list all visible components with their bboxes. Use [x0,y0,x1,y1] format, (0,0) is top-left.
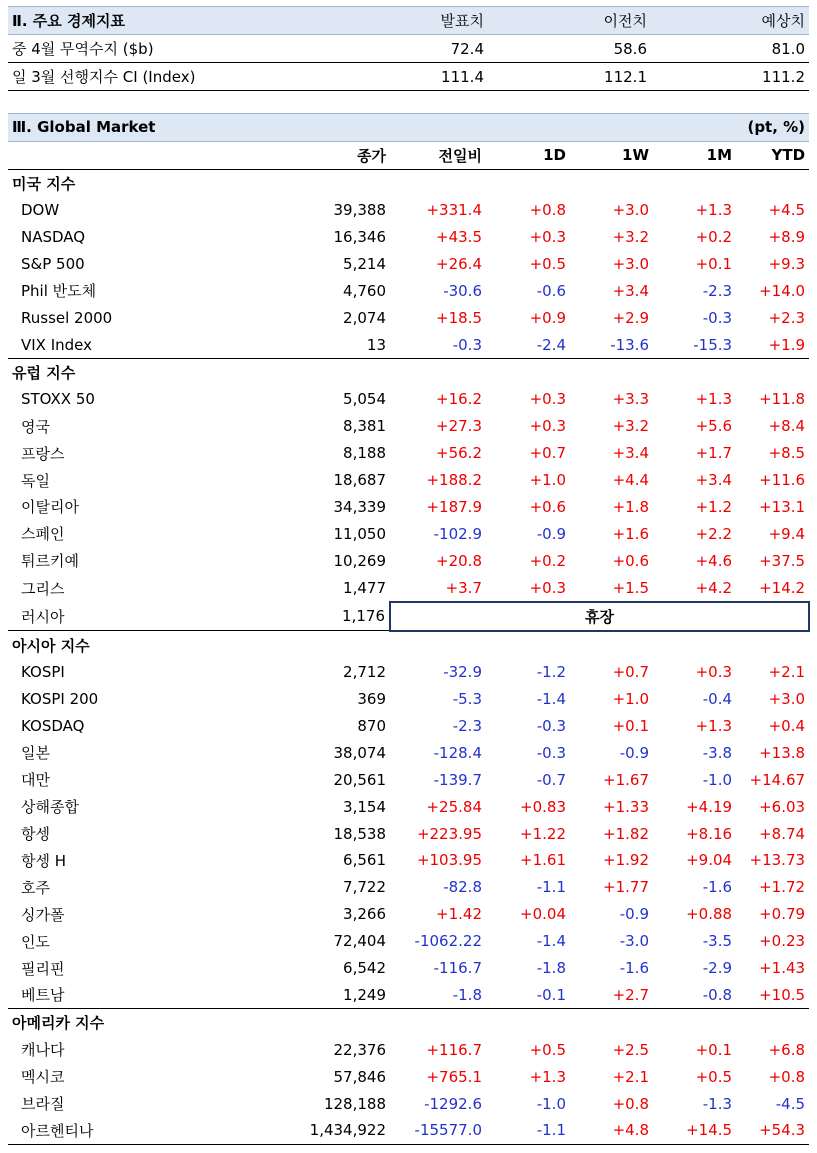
change-value: +1.9 [736,331,809,358]
close-value: 6,561 [343,851,386,870]
change-value: +3.2 [612,417,649,436]
change-value: -1.8 [536,959,566,978]
change-value: +0.88 [686,905,733,924]
change-value: -102.9 [433,524,482,543]
index-name: 러시아 [8,602,300,631]
group-header-row [8,169,809,196]
close-value: 57,846 [333,1067,386,1086]
change-value: -0.4 [702,690,733,709]
market-row [8,901,809,928]
close-value: 3,266 [343,905,386,924]
market-row [8,467,809,494]
index-name: 프랑스 [21,444,65,463]
change-value: -116.7 [433,959,482,978]
change-value: -2.4 [486,331,570,358]
change-value: -0.3 [536,743,566,762]
market-row [8,547,809,574]
change-value: +3.3 [612,390,649,409]
change-value: -0.9 [619,743,649,762]
market-row [8,874,809,901]
change-value: +4.6 [695,551,733,570]
market-row [8,1117,809,1144]
market-row [8,686,809,713]
group-title: 유럽 지수 [12,363,76,382]
change-value: -1062.22 [414,932,482,951]
change-value: -0.1 [486,982,570,1009]
change-value: +4.19 [686,797,733,816]
change-value: +3.2 [612,228,649,246]
change-value: +3.4 [612,444,649,463]
change-value: +8.4 [768,417,806,436]
close-value: 22,376 [333,1040,386,1059]
close-value: 5,054 [343,390,386,409]
change-value: +3.4 [695,471,733,490]
close-value: 369 [357,690,386,709]
close-value: 8,381 [343,417,386,436]
change-value: +0.3 [529,228,566,246]
change-value: +1.3 [529,1067,566,1086]
change-value: +1.3 [695,201,733,220]
market-closed-label: 휴장 [390,602,809,631]
change-value: -0.8 [653,982,736,1009]
close-value: 1,249 [300,982,390,1009]
index-name: 인도 [21,932,50,951]
market-header-row [8,114,809,142]
change-value: +10.5 [736,982,809,1009]
close-value: 38,074 [333,743,386,762]
indicator-value: 111.2 [651,63,809,91]
change-value: +8.16 [686,824,733,843]
index-name: 튀르키예 [21,552,79,571]
change-value: +43.5 [436,228,482,246]
index-name: STOXX 50 [21,390,95,409]
col-announced: 발표치 [313,7,488,35]
close-value: 18,687 [333,471,386,490]
market-row [8,250,809,277]
change-value: +56.2 [436,444,482,463]
market-row [8,1090,809,1117]
indicator-row [8,35,809,63]
col-1m: 1M [653,141,736,169]
change-value: +187.9 [426,497,482,516]
market-row [8,793,809,820]
change-value: -0.6 [536,281,566,300]
group-header-row [8,1009,809,1036]
change-value: +14.67 [749,770,806,789]
change-value: +11.8 [759,390,806,409]
change-value: -1.3 [702,1094,733,1113]
group-header-row [8,359,809,386]
indicators-header-row [8,7,809,35]
close-value: 1,176 [300,602,390,631]
change-value: +54.3 [736,1117,809,1144]
market-row [8,386,809,413]
change-value: -3.0 [619,932,649,951]
change-value: -0.7 [536,770,566,789]
change-value: +4.8 [570,1117,653,1144]
indicator-name: 일 3월 선행지수 CI (Index) [8,63,313,91]
change-value: +0.3 [529,390,566,409]
market-row [8,955,809,982]
market-row [8,820,809,847]
col-expected: 예상치 [651,7,809,35]
change-value: +1.67 [603,770,649,789]
index-name: 브라질 [21,1095,65,1113]
change-value: +3.7 [445,578,482,597]
change-value: +25.84 [426,797,482,816]
change-value: +4.4 [612,471,649,490]
close-value: 870 [357,717,386,736]
market-row [8,440,809,467]
change-value: +1.3 [695,390,733,409]
close-value: 11,050 [333,524,386,543]
change-value: -1.6 [619,959,649,978]
market-row [8,766,809,793]
change-value: -0.3 [390,331,486,358]
market-row [8,520,809,547]
change-value: +223.95 [416,824,482,843]
change-value: +4.5 [768,201,806,220]
change-value: -32.9 [443,663,482,682]
change-value: +2.3 [768,308,806,327]
change-value: +2.1 [768,663,806,682]
index-name: 상해종합 [21,798,79,817]
change-value: +0.23 [759,932,806,951]
change-value: +1.22 [520,824,566,843]
change-value: +0.1 [612,717,649,736]
change-value: +2.5 [612,1040,649,1059]
change-value: +116.7 [426,1040,482,1059]
close-value: 1,434,922 [300,1117,390,1144]
index-name: 싱가폴 [21,905,65,924]
indicator-value: 81.0 [651,35,809,63]
close-value: 6,542 [343,959,386,978]
index-name: NASDAQ [21,228,86,246]
close-value: 7,722 [343,878,386,897]
change-value: +2.2 [695,524,733,543]
market-row [8,982,809,1009]
index-name: 캐나다 [21,1041,65,1060]
change-value: +14.5 [653,1117,736,1144]
change-value: +3.4 [612,281,649,300]
change-value: +2.1 [612,1067,649,1086]
change-value: +14.2 [759,578,806,597]
change-value: -2.3 [702,281,733,300]
change-value: +1.92 [603,851,649,870]
change-value: +2.7 [570,982,653,1009]
change-value: +1.82 [603,824,649,843]
market-row [8,224,809,251]
change-value: +8.9 [768,228,806,246]
change-value: -0.3 [702,308,733,327]
change-value: -4.5 [775,1094,806,1113]
close-value: 3,154 [343,797,386,816]
indicator-name: 중 4월 무역수지 ($b) [8,35,313,63]
index-name: 아르헨티나 [8,1117,300,1144]
change-value: -3.5 [702,932,733,951]
change-value: +0.3 [695,663,733,682]
change-value: +331.4 [426,201,482,220]
change-value: +0.5 [695,1067,733,1086]
change-value: +3.0 [612,201,649,220]
col-change: 전일비 [390,141,486,169]
close-value: 13 [300,331,390,358]
change-value: +11.6 [759,471,806,490]
unit-label: (pt, %) [736,114,809,142]
change-value: -3.8 [702,743,733,762]
market-row [8,493,809,520]
close-value: 16,346 [333,228,386,246]
change-value: -1.2 [536,663,566,682]
change-value: -2.3 [452,717,482,736]
indicator-value: 112.1 [488,63,651,91]
change-value: +1.72 [759,878,806,897]
change-value: +0.3 [529,417,566,436]
change-value: +103.95 [416,851,482,870]
group-header-row [8,631,809,659]
change-value: -5.3 [452,690,482,709]
change-value: -30.6 [443,281,482,300]
close-value: 4,760 [343,281,386,300]
change-value: +0.2 [529,551,566,570]
market-row [8,277,809,304]
change-value: +1.0 [612,690,649,709]
change-value: +3.0 [768,690,806,709]
index-name: 필리핀 [21,959,65,978]
change-value: +6.03 [759,797,806,816]
market-row [8,928,809,955]
change-value: -0.3 [536,717,566,736]
change-value: -1.0 [536,1094,566,1113]
change-value: +4.2 [695,578,733,597]
close-value: 1,477 [343,579,386,598]
change-value: +1.42 [436,905,482,924]
change-value: +1.7 [695,444,733,463]
index-name: 베트남 [8,982,300,1009]
change-value: +0.2 [695,228,733,246]
change-value: +0.6 [529,497,566,516]
market-row [8,713,809,740]
col-1w: 1W [570,141,653,169]
change-value: -82.8 [443,878,482,897]
indicator-row [8,63,809,91]
change-value: +0.5 [529,1040,566,1059]
change-value: +1.61 [520,851,566,870]
change-value: +1.6 [612,524,649,543]
change-value: +6.8 [768,1040,806,1059]
change-value: +1.5 [612,578,649,597]
section-title: Ⅱ. 주요 경제지표 [8,7,313,35]
market-row [8,574,809,602]
change-value: +0.8 [529,201,566,220]
change-value: +1.33 [603,797,649,816]
close-value: 20,561 [333,770,386,789]
column-header-blank [8,141,300,169]
change-value: -15577.0 [390,1117,486,1144]
index-name: 멕시코 [21,1068,65,1087]
group-title: 아시아 지수 [12,636,90,655]
change-value: -1.0 [702,770,733,789]
change-value: -0.9 [536,524,566,543]
market-row [8,197,809,224]
change-value: -1.1 [486,1117,570,1144]
change-value: +0.83 [520,797,566,816]
index-name: 항셍 H [21,851,67,870]
change-value: -1292.6 [424,1094,482,1113]
indicator-value: 72.4 [313,35,488,63]
col-ytd: YTD [736,141,809,169]
index-name: 영국 [21,417,50,436]
market-row [8,659,809,686]
market-row [8,847,809,874]
group-title: 미국 지수 [12,174,76,193]
change-value: +0.4 [768,717,806,736]
index-name: 독일 [21,471,50,490]
change-value: +20.8 [436,551,482,570]
change-value: +13.73 [749,851,806,870]
index-name: Russel 2000 [21,308,113,327]
index-name: KOSPI [21,663,65,682]
close-value: 34,339 [333,497,386,516]
market-row [8,1063,809,1090]
change-value: +0.6 [612,551,649,570]
economic-indicators-table [8,6,809,91]
col-close: 종가 [300,141,390,169]
change-value: +0.1 [695,254,733,273]
change-value: +9.04 [686,851,733,870]
change-value: +37.5 [759,551,806,570]
change-value: +0.1 [695,1040,733,1059]
change-value: -1.4 [536,690,566,709]
close-value: 5,214 [343,254,386,273]
close-value: 2,712 [343,663,386,682]
group-title: 아메리카 지수 [12,1014,105,1033]
index-name: 그리스 [21,579,65,598]
change-value: -15.3 [653,331,736,358]
change-value: +0.8 [768,1067,806,1086]
change-value: +8.74 [759,824,806,843]
index-name: 일본 [21,744,50,763]
index-name: 이탈리아 [21,498,79,517]
index-name: Phil 반도체 [21,282,97,301]
change-value: +16.2 [436,390,482,409]
change-value: +1.8 [612,497,649,516]
change-value: +1.0 [529,471,566,490]
change-value: +188.2 [426,471,482,490]
change-value: +9.3 [768,254,806,273]
change-value: +26.4 [436,254,482,273]
market-row [8,413,809,440]
indicator-value: 111.4 [313,63,488,91]
change-value: -0.9 [619,905,649,924]
change-value: +1.2 [695,497,733,516]
col-1d: 1D [486,141,570,169]
change-value: -1.4 [536,932,566,951]
change-value: +0.79 [759,905,806,924]
close-value: 10,269 [333,551,386,570]
index-name: KOSPI 200 [21,690,99,709]
index-name: 스페인 [21,525,65,544]
change-value: +1.77 [603,878,649,897]
change-value: +0.5 [529,254,566,273]
change-value: +0.3 [529,578,566,597]
change-value: +13.8 [759,743,806,762]
index-name: 호주 [21,878,50,897]
change-value: +3.0 [612,254,649,273]
change-value: +0.8 [612,1094,649,1113]
change-value: +5.6 [695,417,733,436]
change-value: +8.5 [768,444,806,463]
change-value: +2.9 [612,308,649,327]
market-row [8,602,809,631]
change-value: +0.9 [529,308,566,327]
close-value: 128,188 [323,1094,386,1113]
col-previous: 이전치 [488,7,651,35]
change-value: +1.3 [695,717,733,736]
change-value: +27.3 [436,417,482,436]
change-value: -1.6 [702,878,733,897]
market-row [8,304,809,331]
change-value: +1.43 [759,959,806,978]
change-value: +9.4 [768,524,806,543]
change-value: +0.7 [612,663,649,682]
close-value: 2,074 [343,308,386,327]
index-name: VIX Index [8,331,300,358]
index-name: DOW [21,201,60,220]
change-value: +18.5 [436,308,482,327]
change-value: +13.1 [759,497,806,516]
section-title: Ⅲ. Global Market [8,114,736,142]
market-row [8,331,809,358]
index-name: 대만 [21,771,50,790]
close-value: 18,538 [333,824,386,843]
change-value: -1.8 [390,982,486,1009]
close-value: 72,404 [333,932,386,951]
close-value: 39,388 [333,201,386,220]
change-value: -2.9 [702,959,733,978]
index-name: 항셍 [21,825,50,844]
indicator-value: 58.6 [488,35,651,63]
change-value: +14.0 [759,281,806,300]
column-header-row [8,141,809,169]
change-value: +765.1 [426,1067,482,1086]
change-value: -128.4 [433,743,482,762]
close-value: 8,188 [343,444,386,463]
change-value: -13.6 [570,331,653,358]
global-market-table [8,113,810,1145]
change-value: +0.04 [520,905,566,924]
index-name: S&P 500 [21,254,85,273]
index-name: KOSDAQ [21,717,85,736]
change-value: +0.7 [529,444,566,463]
market-row [8,739,809,766]
change-value: -1.1 [536,878,566,897]
market-row [8,1036,809,1063]
change-value: -139.7 [433,770,482,789]
